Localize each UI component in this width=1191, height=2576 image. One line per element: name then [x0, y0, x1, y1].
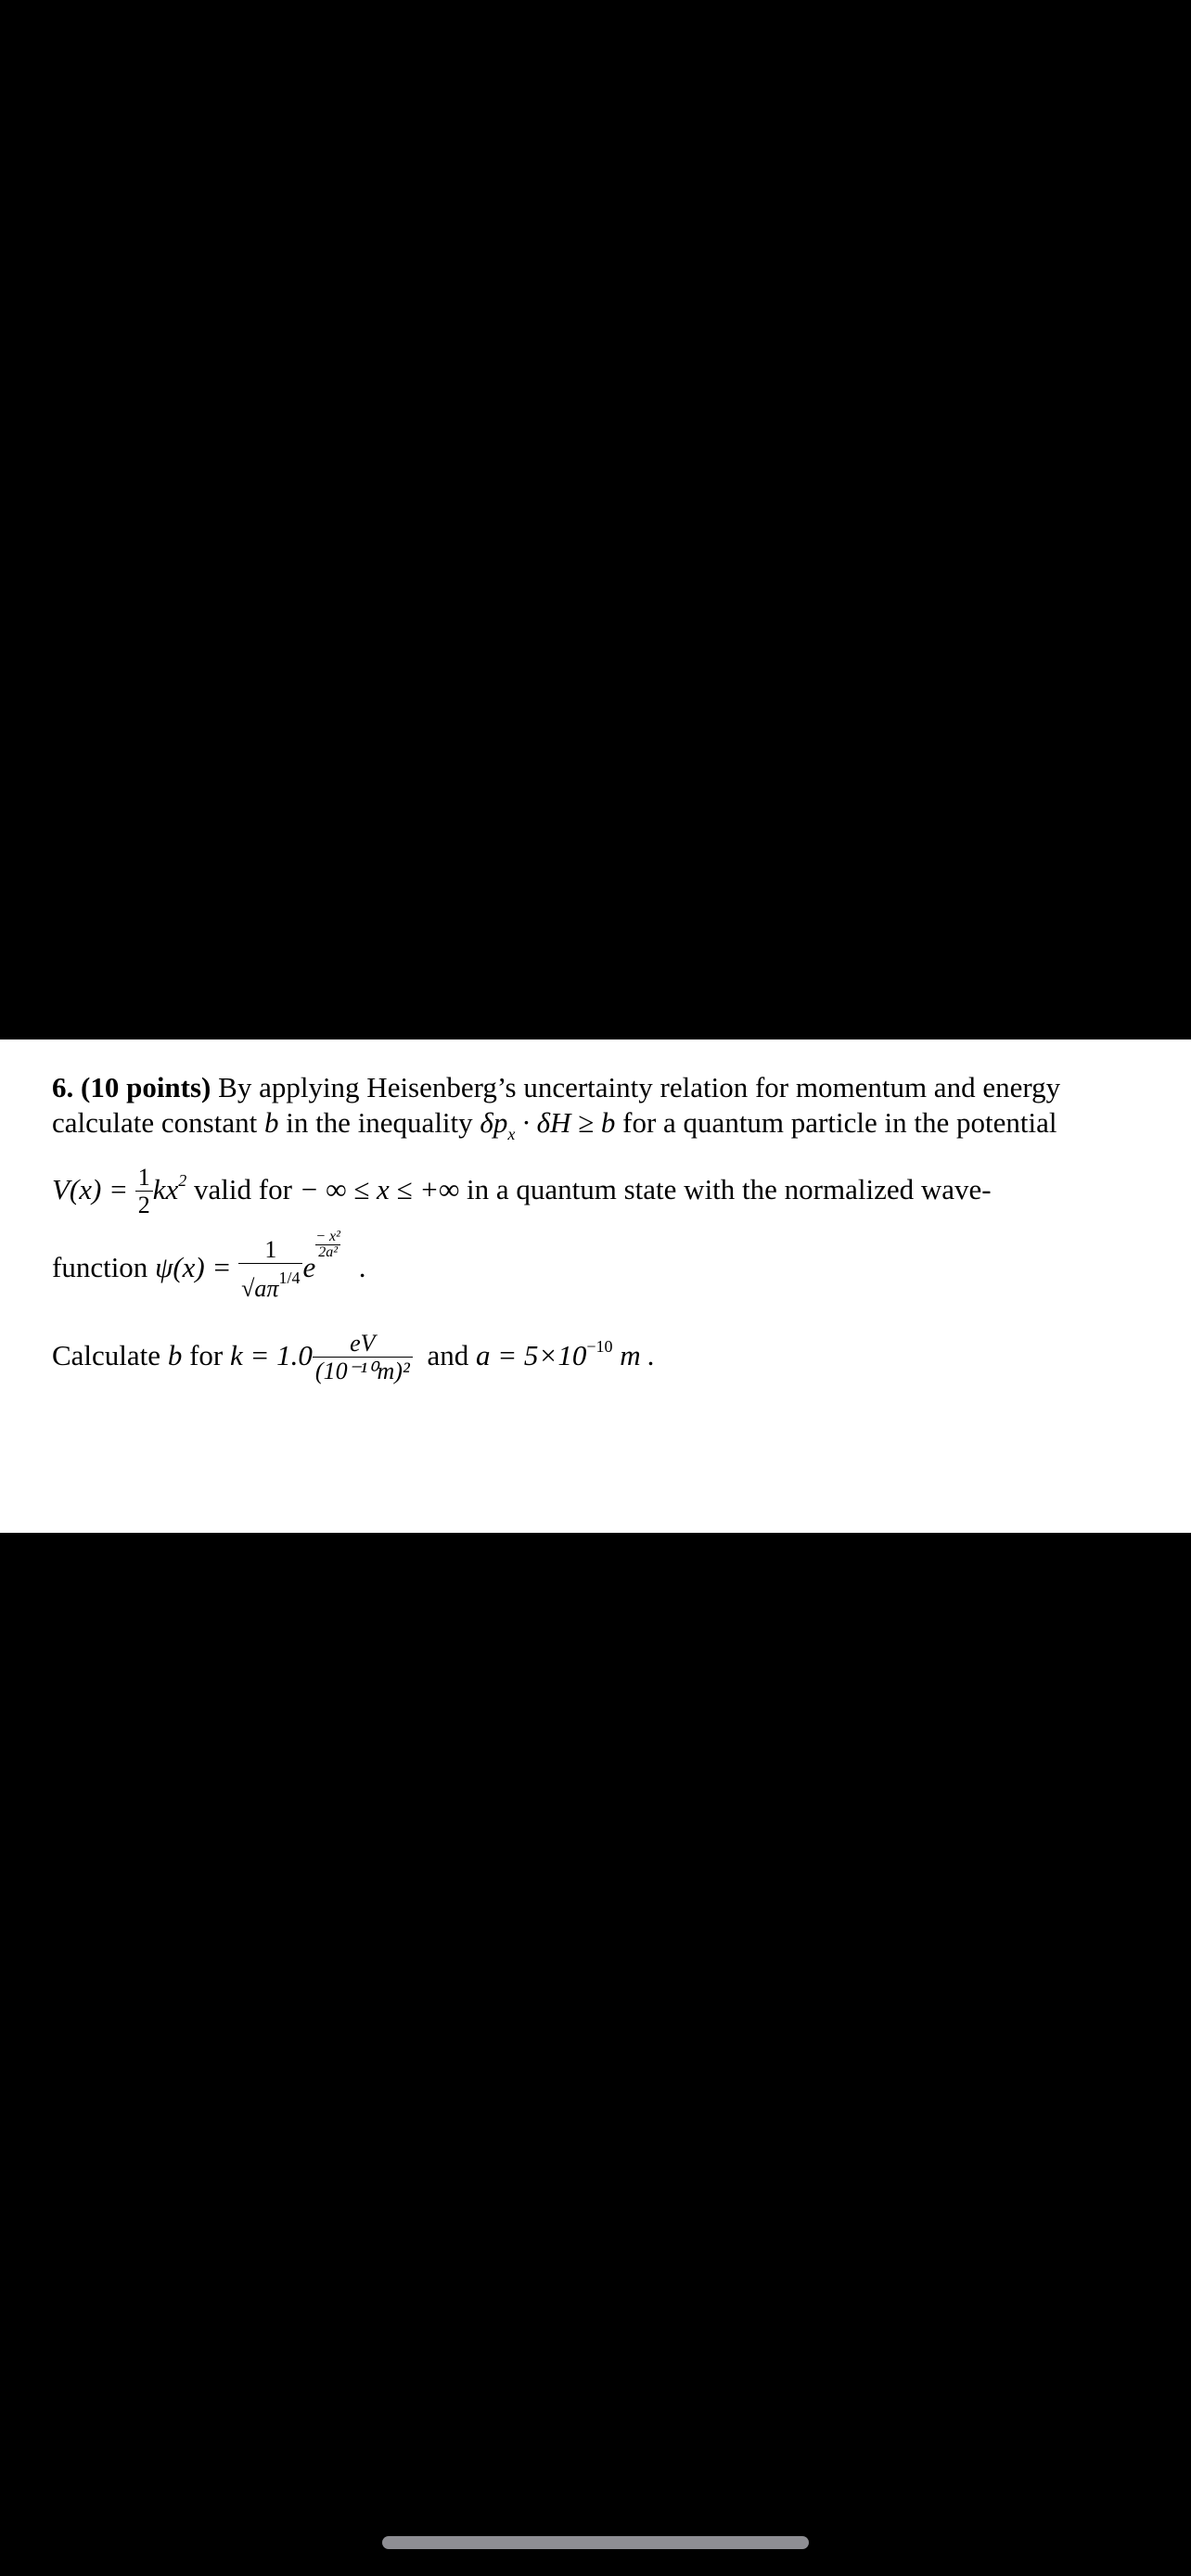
problem-line-3 [52, 1154, 992, 1219]
line2-text-d: for a quantum particle in the potential [622, 1106, 1057, 1139]
k-unit-num: eV [350, 1330, 376, 1358]
exponent-den: 2a² [315, 1244, 340, 1260]
k-unit-fraction [313, 1331, 413, 1385]
a-value: $a = 5\times 10^{-10}$ [476, 1337, 613, 1371]
wavefunction-lhs: ψ(x) = [155, 1251, 232, 1283]
function-label: function [52, 1251, 148, 1283]
constant-b: b [263, 1106, 279, 1139]
wavefunction-frac-num: 1 [264, 1236, 277, 1264]
k-value: k = 1.0 [229, 1339, 313, 1371]
and-text: and [427, 1339, 469, 1371]
problem-line-1 [52, 1071, 1060, 1104]
line2-text-c: in the inequality [286, 1106, 473, 1139]
a-unit: m . [620, 1339, 656, 1371]
exponent-num: − x² [315, 1229, 340, 1244]
problem-line-2 [52, 1106, 1057, 1151]
range-expression: − ∞ ≤ x ≤ +∞ [299, 1173, 460, 1205]
k-unit-den: (10⁻¹⁰m)² [313, 1357, 413, 1385]
calculate-text: Calculate [52, 1339, 161, 1371]
potential-fraction [135, 1165, 153, 1219]
valid-for-text: valid for [194, 1173, 292, 1205]
problem-number: 6. (10 points) [52, 1071, 211, 1103]
problem-line-5 [52, 1316, 655, 1386]
potential-frac-num: 1 [137, 1164, 150, 1192]
for-text: for [189, 1339, 224, 1371]
line2-text-a: calculate constant [52, 1106, 258, 1139]
calculate-b: b [167, 1339, 183, 1371]
inequality-rest: · δH ≥ b [522, 1106, 616, 1139]
problem-line-4 [52, 1230, 365, 1303]
exponential-e: e [302, 1251, 316, 1283]
home-indicator[interactable] [382, 2536, 809, 2549]
potential-kx: $kx^2$ [152, 1171, 187, 1205]
problem-intro-text: By applying Heisenberg’s uncertainty relation for momentum and energy [218, 1071, 1061, 1103]
inequality-delta-p: $\delta p_x$ [480, 1106, 516, 1143]
line3-rest-text: in a quantum state with the normalized wave- [467, 1173, 992, 1205]
problem-card [0, 1039, 1191, 1533]
exponent-fraction [315, 1230, 340, 1260]
line4-period: . [358, 1251, 366, 1283]
wavefunction-frac-den: $√a\pi^{1/4}$ [238, 1263, 302, 1303]
potential-lhs: V(x) = [52, 1173, 129, 1205]
wavefunction-fraction [238, 1237, 302, 1303]
potential-frac-den: 2 [135, 1191, 153, 1219]
